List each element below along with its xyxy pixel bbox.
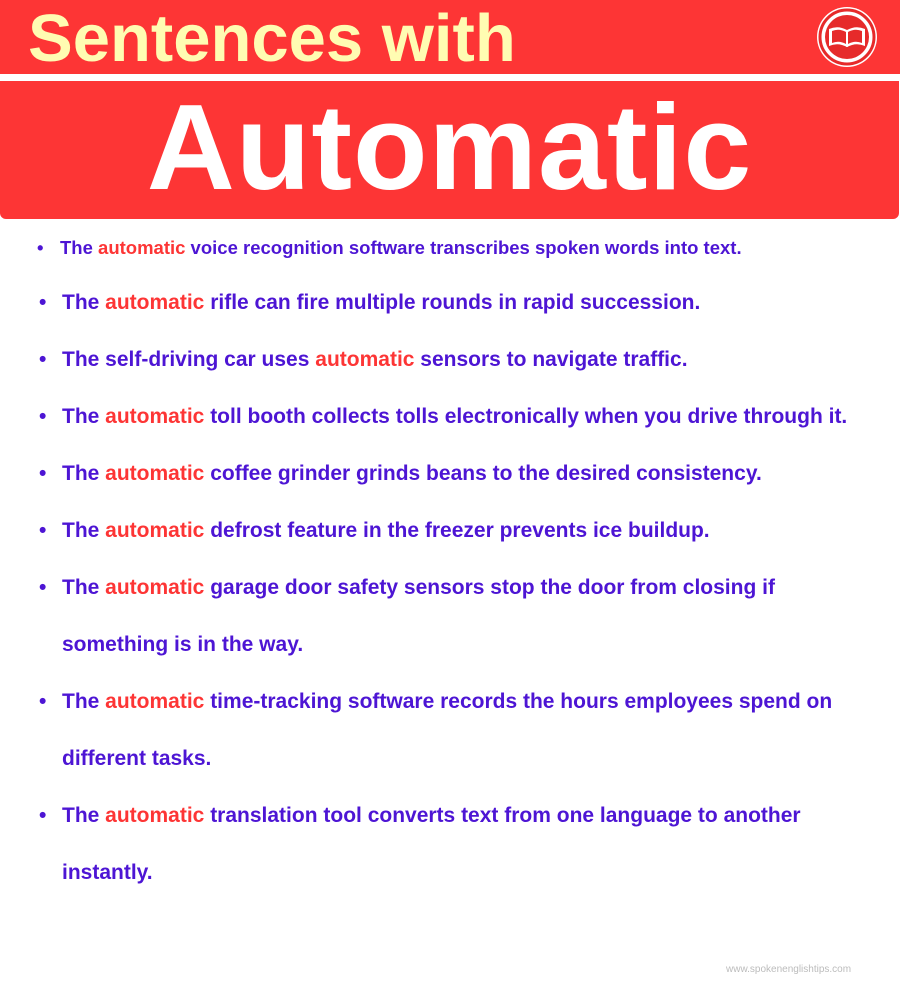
header-main-band [0,81,899,219]
bullet: • [39,462,47,485]
bullet: • [39,519,47,542]
bullet: • [39,576,47,599]
sentence-text-after: rifle can fire multiple rounds in rapid succession. [204,291,701,314]
keyword: automatic [105,405,205,428]
keyword: automatic [105,576,205,599]
sentence-item [0,445,900,502]
keyword: automatic [105,690,205,713]
sentence-text-after: translation tool converts text from one language to another instantly. [62,804,801,884]
sentence-text-after: garage door safety sensors stop the door from closing if something is in the way. [62,576,775,656]
sentence-text-before: The [62,519,106,542]
sentence-item [0,331,900,388]
keyword: automatic [105,291,205,314]
sentence-text-before: The [62,690,106,713]
top-title: Sentences with [28,1,516,76]
sentence-item [0,673,900,787]
bullet: • [39,690,47,713]
sentence-item [0,559,900,673]
sentence-text-before: The self-driving car uses [62,348,316,371]
header-top-band [0,0,900,74]
sentence-text-after: sensors to navigate traffic. [414,348,688,371]
logo [817,7,877,67]
sentence-text-before: The [60,237,99,258]
sentence-item [0,502,900,559]
sentence-text-before: The [62,804,106,827]
bullet: • [39,348,47,371]
sentence-text-before: The [62,291,106,314]
sentence-text-after: time-tracking software records the hours employees spend on different tasks. [62,690,833,770]
bullet: • [39,804,47,827]
keyword: automatic [105,462,205,485]
main-title: Automatic [146,79,753,215]
bullet: • [39,291,47,314]
bullet: • [39,405,47,428]
sentence-list [0,222,900,901]
keyword: automatic [98,237,186,258]
sentence-text-after: defrost feature in the freezer prevents ice buildup. [204,519,710,542]
open-book-icon [817,7,877,67]
keyword: automatic [315,348,415,371]
keyword: automatic [105,519,205,542]
sentence-text-before: The [62,405,106,428]
sentence-text-after: toll booth collects tolls electronically when you drive through it. [204,405,848,428]
sentence-text-before: The [62,576,106,599]
sentence-item [0,388,900,445]
watermark: www.spokenenglishtips.com [726,964,852,975]
sentence-text-before: The [62,462,106,485]
sentence-item [0,222,900,274]
sentence-text-after: voice recognition software transcribes spoken words into text. [185,237,742,258]
keyword: automatic [105,804,205,827]
bullet: • [37,237,44,258]
sentence-text-after: coffee grinder grinds beans to the desired consistency. [204,462,762,485]
sentence-item [0,274,900,331]
sentence-item [0,787,900,901]
